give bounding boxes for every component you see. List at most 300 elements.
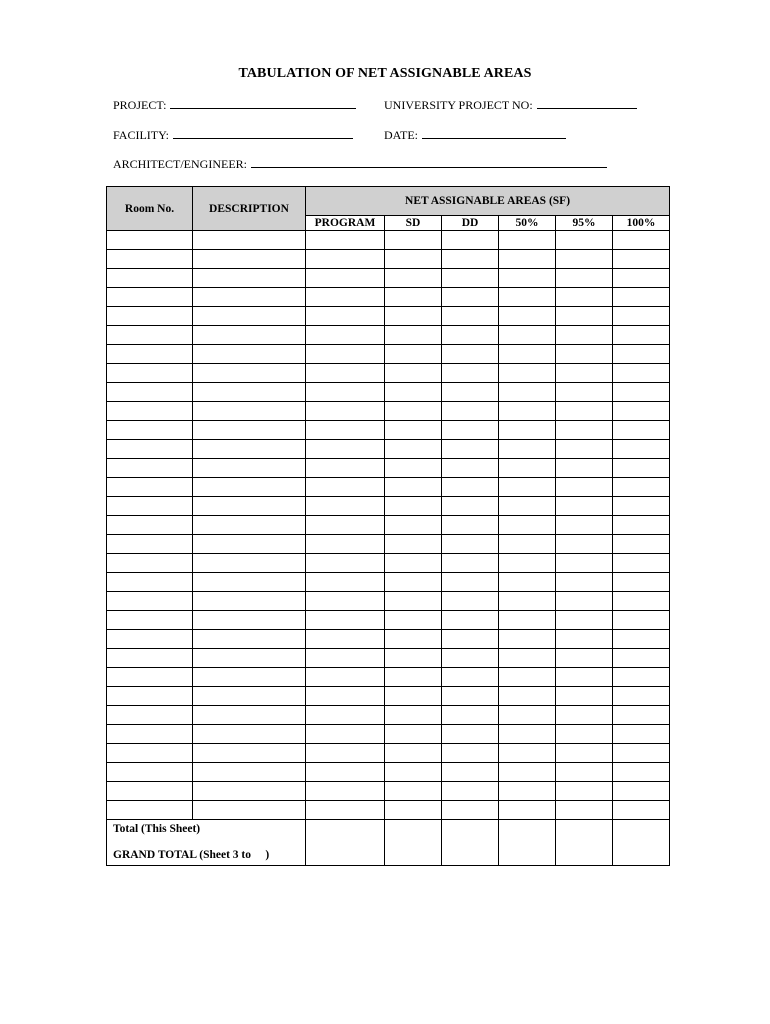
50-percent-cell[interactable] bbox=[499, 649, 556, 668]
room-no-cell[interactable] bbox=[107, 801, 193, 820]
100-percent-cell[interactable] bbox=[613, 478, 670, 497]
room-no-cell[interactable] bbox=[107, 383, 193, 402]
50-percent-cell[interactable] bbox=[499, 269, 556, 288]
sd-cell[interactable] bbox=[385, 535, 442, 554]
100-percent-cell[interactable] bbox=[613, 307, 670, 326]
sd-cell[interactable] bbox=[385, 801, 442, 820]
table-row bbox=[107, 269, 670, 288]
50-percent-cell[interactable] bbox=[499, 516, 556, 535]
room-no-cell[interactable] bbox=[107, 725, 193, 744]
totals-label-cell bbox=[107, 820, 306, 866]
room-no-cell[interactable] bbox=[107, 402, 193, 421]
description-cell[interactable] bbox=[193, 250, 306, 269]
95-percent-cell[interactable] bbox=[556, 364, 613, 383]
program-cell[interactable] bbox=[306, 535, 385, 554]
dd-cell[interactable] bbox=[442, 725, 499, 744]
room-no-cell[interactable] bbox=[107, 364, 193, 383]
100-percent-cell[interactable] bbox=[613, 326, 670, 345]
50-percent-cell[interactable] bbox=[499, 459, 556, 478]
total-95-percent-cell[interactable] bbox=[556, 820, 613, 866]
sd-cell[interactable] bbox=[385, 250, 442, 269]
dd-cell[interactable] bbox=[442, 345, 499, 364]
95-percent-cell[interactable] bbox=[556, 554, 613, 573]
university-project-no-field bbox=[384, 97, 637, 113]
description-cell[interactable] bbox=[193, 744, 306, 763]
dd-cell[interactable] bbox=[442, 801, 499, 820]
dd-cell[interactable] bbox=[442, 706, 499, 725]
header-95-percent: 95% bbox=[556, 216, 613, 231]
dd-cell[interactable] bbox=[442, 440, 499, 459]
program-cell[interactable] bbox=[306, 668, 385, 687]
100-percent-cell[interactable] bbox=[613, 345, 670, 364]
description-cell[interactable] bbox=[193, 345, 306, 364]
dd-cell[interactable] bbox=[442, 421, 499, 440]
table-row bbox=[107, 630, 670, 649]
dd-cell[interactable] bbox=[442, 744, 499, 763]
room-no-cell[interactable] bbox=[107, 250, 193, 269]
table-row bbox=[107, 592, 670, 611]
100-percent-cell[interactable] bbox=[613, 763, 670, 782]
100-percent-cell[interactable] bbox=[613, 459, 670, 478]
program-cell[interactable] bbox=[306, 611, 385, 630]
program-cell[interactable] bbox=[306, 573, 385, 592]
dd-cell[interactable] bbox=[442, 611, 499, 630]
50-percent-cell[interactable] bbox=[499, 345, 556, 364]
project-input-line[interactable] bbox=[170, 97, 356, 109]
50-percent-cell[interactable] bbox=[499, 478, 556, 497]
sd-cell[interactable] bbox=[385, 402, 442, 421]
50-percent-cell[interactable] bbox=[499, 725, 556, 744]
95-percent-cell[interactable] bbox=[556, 440, 613, 459]
sd-cell[interactable] bbox=[385, 611, 442, 630]
sd-cell[interactable] bbox=[385, 573, 442, 592]
95-percent-cell[interactable] bbox=[556, 459, 613, 478]
table-row bbox=[107, 459, 670, 478]
description-cell[interactable] bbox=[193, 687, 306, 706]
program-cell[interactable] bbox=[306, 687, 385, 706]
program-cell[interactable] bbox=[306, 497, 385, 516]
room-no-cell[interactable] bbox=[107, 516, 193, 535]
header-description: DESCRIPTION bbox=[193, 187, 306, 231]
95-percent-cell[interactable] bbox=[556, 744, 613, 763]
100-percent-cell[interactable] bbox=[613, 801, 670, 820]
room-no-cell[interactable] bbox=[107, 611, 193, 630]
description-cell[interactable] bbox=[193, 592, 306, 611]
table-row bbox=[107, 516, 670, 535]
description-cell[interactable] bbox=[193, 516, 306, 535]
100-percent-cell[interactable] bbox=[613, 668, 670, 687]
program-cell[interactable] bbox=[306, 421, 385, 440]
50-percent-cell[interactable] bbox=[499, 535, 556, 554]
program-cell[interactable] bbox=[306, 326, 385, 345]
100-percent-cell[interactable] bbox=[613, 383, 670, 402]
program-cell[interactable] bbox=[306, 744, 385, 763]
50-percent-cell[interactable] bbox=[499, 801, 556, 820]
date-field bbox=[384, 127, 566, 143]
sd-cell[interactable] bbox=[385, 364, 442, 383]
50-percent-cell[interactable] bbox=[499, 231, 556, 250]
program-cell[interactable] bbox=[306, 592, 385, 611]
university-project-no-input-line[interactable] bbox=[537, 97, 637, 109]
description-cell[interactable] bbox=[193, 288, 306, 307]
50-percent-cell[interactable] bbox=[499, 706, 556, 725]
table-row bbox=[107, 535, 670, 554]
description-cell[interactable] bbox=[193, 763, 306, 782]
50-percent-cell[interactable] bbox=[499, 307, 556, 326]
sd-cell[interactable] bbox=[385, 687, 442, 706]
table-row bbox=[107, 383, 670, 402]
description-cell[interactable] bbox=[193, 649, 306, 668]
description-cell[interactable] bbox=[193, 782, 306, 801]
date-input-line[interactable] bbox=[422, 127, 566, 139]
50-percent-cell[interactable] bbox=[499, 383, 556, 402]
100-percent-cell[interactable] bbox=[613, 630, 670, 649]
100-percent-cell[interactable] bbox=[613, 364, 670, 383]
header-program: PROGRAM bbox=[306, 216, 385, 231]
description-cell[interactable] bbox=[193, 706, 306, 725]
room-no-cell[interactable] bbox=[107, 668, 193, 687]
table-row bbox=[107, 307, 670, 326]
description-cell[interactable] bbox=[193, 668, 306, 687]
dd-cell[interactable] bbox=[442, 649, 499, 668]
table-row bbox=[107, 744, 670, 763]
50-percent-cell[interactable] bbox=[499, 497, 556, 516]
sd-cell[interactable] bbox=[385, 592, 442, 611]
50-percent-cell[interactable] bbox=[499, 668, 556, 687]
description-cell[interactable] bbox=[193, 573, 306, 592]
sd-cell[interactable] bbox=[385, 516, 442, 535]
50-percent-cell[interactable] bbox=[499, 364, 556, 383]
architect-engineer-field bbox=[113, 156, 607, 172]
table-row bbox=[107, 782, 670, 801]
facility-input-line[interactable] bbox=[173, 127, 353, 139]
program-cell[interactable] bbox=[306, 554, 385, 573]
header-sd: SD bbox=[385, 216, 442, 231]
table-row bbox=[107, 687, 670, 706]
dd-cell[interactable] bbox=[442, 668, 499, 687]
table-row bbox=[107, 326, 670, 345]
room-no-cell[interactable] bbox=[107, 459, 193, 478]
description-cell[interactable] bbox=[193, 630, 306, 649]
sd-cell[interactable] bbox=[385, 497, 442, 516]
sd-cell[interactable] bbox=[385, 288, 442, 307]
description-cell[interactable] bbox=[193, 364, 306, 383]
dd-cell[interactable] bbox=[442, 250, 499, 269]
description-cell[interactable] bbox=[193, 478, 306, 497]
program-cell[interactable] bbox=[306, 801, 385, 820]
95-percent-cell[interactable] bbox=[556, 535, 613, 554]
50-percent-cell[interactable] bbox=[499, 573, 556, 592]
50-percent-cell[interactable] bbox=[499, 744, 556, 763]
room-no-cell[interactable] bbox=[107, 478, 193, 497]
dd-cell[interactable] bbox=[442, 782, 499, 801]
sd-cell[interactable] bbox=[385, 269, 442, 288]
95-percent-cell[interactable] bbox=[556, 611, 613, 630]
100-percent-cell[interactable] bbox=[613, 497, 670, 516]
dd-cell[interactable] bbox=[442, 630, 499, 649]
room-no-cell[interactable] bbox=[107, 630, 193, 649]
95-percent-cell[interactable] bbox=[556, 649, 613, 668]
table-row bbox=[107, 611, 670, 630]
total-sd-cell[interactable] bbox=[385, 820, 442, 866]
100-percent-cell[interactable] bbox=[613, 231, 670, 250]
sd-cell[interactable] bbox=[385, 725, 442, 744]
sd-cell[interactable] bbox=[385, 744, 442, 763]
95-percent-cell[interactable] bbox=[556, 782, 613, 801]
description-cell[interactable] bbox=[193, 231, 306, 250]
100-percent-cell[interactable] bbox=[613, 649, 670, 668]
table-row bbox=[107, 763, 670, 782]
program-cell[interactable] bbox=[306, 782, 385, 801]
grand-total-label: GRAND TOTAL (Sheet 3 to ) bbox=[113, 849, 270, 861]
header-net-assignable-areas: NET ASSIGNABLE AREAS (SF) bbox=[306, 187, 670, 216]
dd-cell[interactable] bbox=[442, 516, 499, 535]
95-percent-cell[interactable] bbox=[556, 516, 613, 535]
sd-cell[interactable] bbox=[385, 668, 442, 687]
dd-cell[interactable] bbox=[442, 554, 499, 573]
50-percent-cell[interactable] bbox=[499, 763, 556, 782]
description-cell[interactable] bbox=[193, 440, 306, 459]
program-cell[interactable] bbox=[306, 478, 385, 497]
100-percent-cell[interactable] bbox=[613, 516, 670, 535]
architect-engineer-input-line[interactable] bbox=[251, 156, 607, 168]
sd-cell[interactable] bbox=[385, 421, 442, 440]
sd-cell[interactable] bbox=[385, 440, 442, 459]
dd-cell[interactable] bbox=[442, 288, 499, 307]
program-cell[interactable] bbox=[306, 383, 385, 402]
100-percent-cell[interactable] bbox=[613, 592, 670, 611]
95-percent-cell[interactable] bbox=[556, 288, 613, 307]
sd-cell[interactable] bbox=[385, 763, 442, 782]
dd-cell[interactable] bbox=[442, 687, 499, 706]
dd-cell[interactable] bbox=[442, 459, 499, 478]
95-percent-cell[interactable] bbox=[556, 421, 613, 440]
program-cell[interactable] bbox=[306, 364, 385, 383]
description-cell[interactable] bbox=[193, 725, 306, 744]
95-percent-cell[interactable] bbox=[556, 326, 613, 345]
room-no-cell[interactable] bbox=[107, 554, 193, 573]
room-no-cell[interactable] bbox=[107, 440, 193, 459]
95-percent-cell[interactable] bbox=[556, 402, 613, 421]
50-percent-cell[interactable] bbox=[499, 687, 556, 706]
sd-cell[interactable] bbox=[385, 383, 442, 402]
table-row bbox=[107, 649, 670, 668]
sd-cell[interactable] bbox=[385, 345, 442, 364]
description-cell[interactable] bbox=[193, 554, 306, 573]
table-row bbox=[107, 364, 670, 383]
university-project-no-label: UNIVERSITY PROJECT NO: bbox=[384, 98, 533, 112]
100-percent-cell[interactable] bbox=[613, 402, 670, 421]
100-percent-cell[interactable] bbox=[613, 288, 670, 307]
description-cell[interactable] bbox=[193, 402, 306, 421]
50-percent-cell[interactable] bbox=[499, 288, 556, 307]
room-no-cell[interactable] bbox=[107, 288, 193, 307]
100-percent-cell[interactable] bbox=[613, 744, 670, 763]
description-cell[interactable] bbox=[193, 383, 306, 402]
95-percent-cell[interactable] bbox=[556, 383, 613, 402]
program-cell[interactable] bbox=[306, 516, 385, 535]
net-assignable-areas-table bbox=[106, 186, 670, 866]
room-no-cell[interactable] bbox=[107, 345, 193, 364]
program-cell[interactable] bbox=[306, 345, 385, 364]
program-cell[interactable] bbox=[306, 649, 385, 668]
95-percent-cell[interactable] bbox=[556, 630, 613, 649]
100-percent-cell[interactable] bbox=[613, 554, 670, 573]
50-percent-cell[interactable] bbox=[499, 782, 556, 801]
table-row bbox=[107, 478, 670, 497]
50-percent-cell[interactable] bbox=[499, 326, 556, 345]
95-percent-cell[interactable] bbox=[556, 725, 613, 744]
sd-cell[interactable] bbox=[385, 649, 442, 668]
description-cell[interactable] bbox=[193, 611, 306, 630]
project-label: PROJECT: bbox=[113, 98, 167, 112]
sd-cell[interactable] bbox=[385, 782, 442, 801]
50-percent-cell[interactable] bbox=[499, 421, 556, 440]
room-no-cell[interactable] bbox=[107, 592, 193, 611]
dd-cell[interactable] bbox=[442, 364, 499, 383]
sd-cell[interactable] bbox=[385, 554, 442, 573]
dd-cell[interactable] bbox=[442, 478, 499, 497]
sd-cell[interactable] bbox=[385, 630, 442, 649]
room-no-cell[interactable] bbox=[107, 269, 193, 288]
room-no-cell[interactable] bbox=[107, 782, 193, 801]
100-percent-cell[interactable] bbox=[613, 611, 670, 630]
room-no-cell[interactable] bbox=[107, 535, 193, 554]
95-percent-cell[interactable] bbox=[556, 497, 613, 516]
50-percent-cell[interactable] bbox=[499, 611, 556, 630]
100-percent-cell[interactable] bbox=[613, 573, 670, 592]
95-percent-cell[interactable] bbox=[556, 763, 613, 782]
table-row bbox=[107, 554, 670, 573]
95-percent-cell[interactable] bbox=[556, 250, 613, 269]
description-cell[interactable] bbox=[193, 307, 306, 326]
room-no-cell[interactable] bbox=[107, 231, 193, 250]
table-row bbox=[107, 402, 670, 421]
total-50-percent-cell[interactable] bbox=[499, 820, 556, 866]
95-percent-cell[interactable] bbox=[556, 592, 613, 611]
total-program-cell[interactable] bbox=[306, 820, 385, 866]
table-row bbox=[107, 668, 670, 687]
room-no-cell[interactable] bbox=[107, 573, 193, 592]
sd-cell[interactable] bbox=[385, 231, 442, 250]
dd-cell[interactable] bbox=[442, 402, 499, 421]
description-cell[interactable] bbox=[193, 459, 306, 478]
50-percent-cell[interactable] bbox=[499, 554, 556, 573]
description-cell[interactable] bbox=[193, 801, 306, 820]
form-title: TABULATION OF NET ASSIGNABLE AREAS bbox=[238, 66, 532, 81]
95-percent-cell[interactable] bbox=[556, 345, 613, 364]
95-percent-cell[interactable] bbox=[556, 269, 613, 288]
95-percent-cell[interactable] bbox=[556, 706, 613, 725]
sd-cell[interactable] bbox=[385, 478, 442, 497]
program-cell[interactable] bbox=[306, 231, 385, 250]
program-cell[interactable] bbox=[306, 706, 385, 725]
program-cell[interactable] bbox=[306, 459, 385, 478]
50-percent-cell[interactable] bbox=[499, 592, 556, 611]
program-cell[interactable] bbox=[306, 288, 385, 307]
dd-cell[interactable] bbox=[442, 573, 499, 592]
dd-cell[interactable] bbox=[442, 535, 499, 554]
program-cell[interactable] bbox=[306, 269, 385, 288]
50-percent-cell[interactable] bbox=[499, 250, 556, 269]
program-cell[interactable] bbox=[306, 630, 385, 649]
dd-cell[interactable] bbox=[442, 307, 499, 326]
header-room-no: Room No. bbox=[107, 187, 193, 231]
room-no-cell[interactable] bbox=[107, 649, 193, 668]
description-cell[interactable] bbox=[193, 497, 306, 516]
dd-cell[interactable] bbox=[442, 592, 499, 611]
room-no-cell[interactable] bbox=[107, 744, 193, 763]
dd-cell[interactable] bbox=[442, 326, 499, 345]
room-no-cell[interactable] bbox=[107, 706, 193, 725]
dd-cell[interactable] bbox=[442, 497, 499, 516]
program-cell[interactable] bbox=[306, 402, 385, 421]
50-percent-cell[interactable] bbox=[499, 402, 556, 421]
total-100-percent-cell[interactable] bbox=[613, 820, 670, 866]
sd-cell[interactable] bbox=[385, 307, 442, 326]
dd-cell[interactable] bbox=[442, 763, 499, 782]
room-no-cell[interactable] bbox=[107, 687, 193, 706]
100-percent-cell[interactable] bbox=[613, 269, 670, 288]
table-row bbox=[107, 573, 670, 592]
100-percent-cell[interactable] bbox=[613, 725, 670, 744]
95-percent-cell[interactable] bbox=[556, 478, 613, 497]
100-percent-cell[interactable] bbox=[613, 440, 670, 459]
sd-cell[interactable] bbox=[385, 326, 442, 345]
description-cell[interactable] bbox=[193, 269, 306, 288]
100-percent-cell[interactable] bbox=[613, 782, 670, 801]
room-no-cell[interactable] bbox=[107, 326, 193, 345]
100-percent-cell[interactable] bbox=[613, 687, 670, 706]
sd-cell[interactable] bbox=[385, 459, 442, 478]
95-percent-cell[interactable] bbox=[556, 687, 613, 706]
95-percent-cell[interactable] bbox=[556, 307, 613, 326]
100-percent-cell[interactable] bbox=[613, 535, 670, 554]
program-cell[interactable] bbox=[306, 763, 385, 782]
50-percent-cell[interactable] bbox=[499, 630, 556, 649]
totals-row bbox=[107, 820, 670, 866]
dd-cell[interactable] bbox=[442, 383, 499, 402]
program-cell[interactable] bbox=[306, 725, 385, 744]
description-cell[interactable] bbox=[193, 421, 306, 440]
table-row bbox=[107, 440, 670, 459]
50-percent-cell[interactable] bbox=[499, 440, 556, 459]
room-no-cell[interactable] bbox=[107, 497, 193, 516]
table-row bbox=[107, 345, 670, 364]
program-cell[interactable] bbox=[306, 440, 385, 459]
dd-cell[interactable] bbox=[442, 231, 499, 250]
room-no-cell[interactable] bbox=[107, 763, 193, 782]
95-percent-cell[interactable] bbox=[556, 668, 613, 687]
room-no-cell[interactable] bbox=[107, 307, 193, 326]
100-percent-cell[interactable] bbox=[613, 421, 670, 440]
95-percent-cell[interactable] bbox=[556, 801, 613, 820]
table-row bbox=[107, 706, 670, 725]
95-percent-cell[interactable] bbox=[556, 573, 613, 592]
total-dd-cell[interactable] bbox=[442, 820, 499, 866]
sd-cell[interactable] bbox=[385, 706, 442, 725]
100-percent-cell[interactable] bbox=[613, 250, 670, 269]
description-cell[interactable] bbox=[193, 326, 306, 345]
room-no-cell[interactable] bbox=[107, 421, 193, 440]
program-cell[interactable] bbox=[306, 250, 385, 269]
architect-engineer-label: ARCHITECT/ENGINEER: bbox=[113, 157, 247, 171]
dd-cell[interactable] bbox=[442, 269, 499, 288]
95-percent-cell[interactable] bbox=[556, 231, 613, 250]
program-cell[interactable] bbox=[306, 307, 385, 326]
100-percent-cell[interactable] bbox=[613, 706, 670, 725]
description-cell[interactable] bbox=[193, 535, 306, 554]
